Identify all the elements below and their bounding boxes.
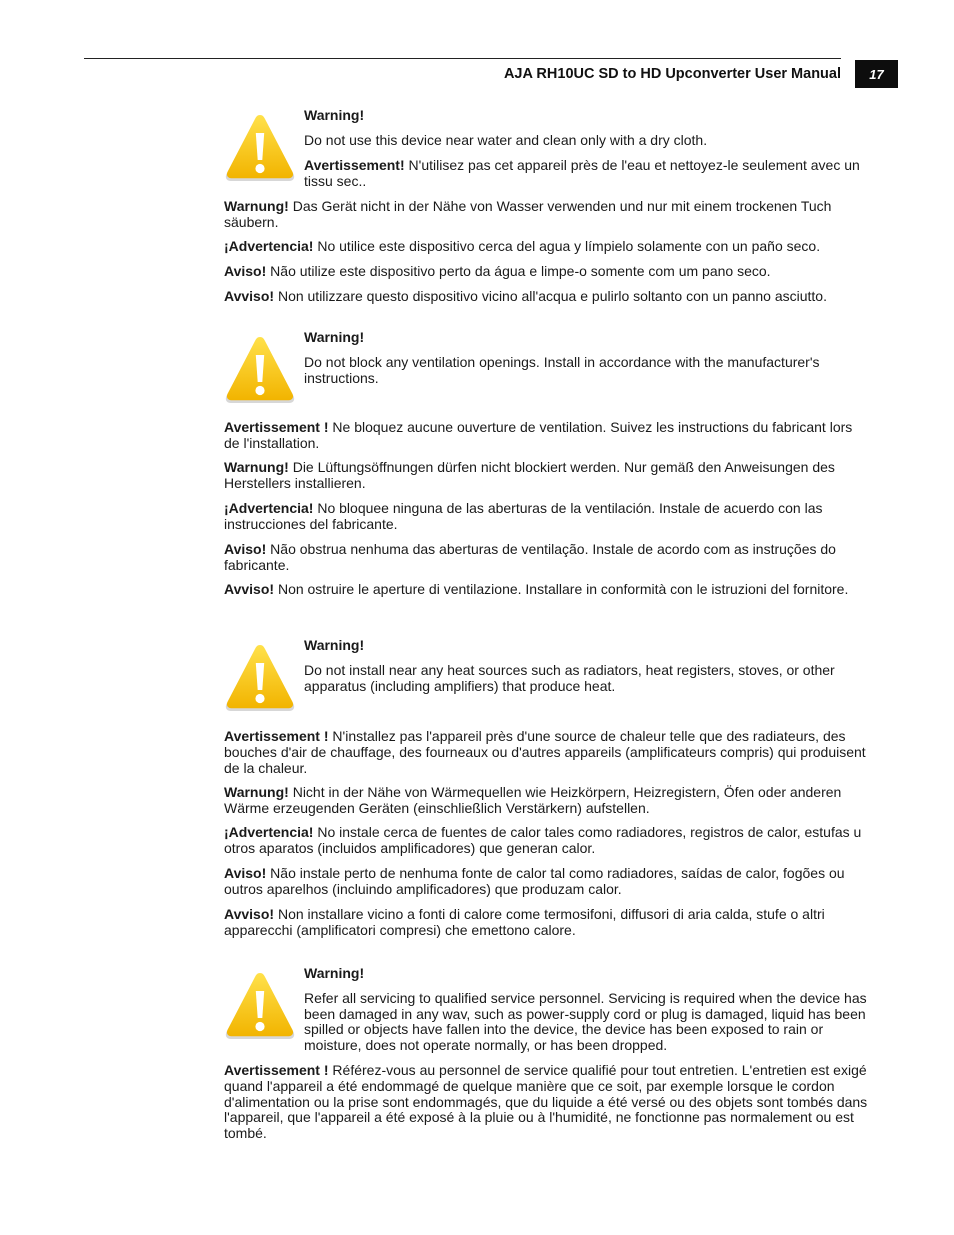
translation-de xyxy=(224,460,870,492)
translation-label: Avviso! xyxy=(224,906,275,922)
translation-it xyxy=(224,582,870,598)
translation-label: ¡Advertencia! xyxy=(224,824,314,840)
warning-block-4 xyxy=(304,966,870,1054)
translation-pt xyxy=(224,866,870,898)
translation-text: Das Gerät nicht in der Nähe von Wasser verwenden und nur mit einem trockenen Tuch säubern. xyxy=(224,198,832,230)
translation-es xyxy=(224,825,870,857)
warning-triangle-icon xyxy=(224,971,296,1043)
page-number: 17 xyxy=(855,60,898,88)
translation-it xyxy=(224,289,870,305)
translation-de xyxy=(224,199,870,231)
translation-text: Não obstrua nenhuma das aberturas de ventilação. Instale de acordo com as instruções do fabricante. xyxy=(224,541,836,573)
warning-text: Do not block any ventilation openings. Install in accordance with the manufacturer's instructions. xyxy=(304,353,820,386)
translation-label: Aviso! xyxy=(224,263,267,279)
translation-text: Não instale perto de nenhuma fonte de calor tal como radiadores, saídas de calor, fogões ou outros aparelhos (incluindo amplificadores) que produzam calor. xyxy=(224,865,845,897)
translation-label: Warnung! xyxy=(224,198,289,214)
translation-text: No bloquee ninguna de las aberturas de la ventilación. Instale de acuerdo con las instrucciones del fabricante. xyxy=(224,500,823,532)
translation-label: ¡Advertencia! xyxy=(224,238,314,254)
translation-text: Não utilize este dispositivo perto da água e limpe-o somente com um pano seco. xyxy=(266,263,771,279)
translation-label: ¡Advertencia! xyxy=(224,500,314,516)
translation-it xyxy=(224,907,870,939)
translation-pt xyxy=(224,542,870,574)
translation-text: N'installez pas l'appareil près d'une source de chaleur telle que des radiateurs, des bouches d'air de chauffage, des fourneaux ou d'autres appareils (amplificateurs compris) qui produisent de la chaleur. xyxy=(224,728,866,776)
translation-label: Warnung! xyxy=(224,459,289,475)
warning-text: Refer all servicing to qualified service personnel. Servicing is required when the device has been damaged in any wav, such as power-supply cord or plug is damaged, liquid has been spilled or objects have fallen into the device, the device has been exposed to rain or moisture, does not operate normally, or has been dropped. xyxy=(304,989,867,1054)
warning-block-1 xyxy=(304,108,870,149)
manual-title: AJA RH10UC SD to HD Upconverter User Manual xyxy=(503,66,841,82)
warning-text: Do not use this device near water and clean only with a dry cloth. xyxy=(304,131,708,148)
translation-text: N'utilisez pas cet appareil près de l'eau et nettoyez-le seulement avec un tissu sec.. xyxy=(304,157,860,189)
translation-text: No instale cerca de fuentes de calor tales como radiadores, registros de calor, estufas u otros aparatos (incluidos amplificadores) que generan calor. xyxy=(224,824,862,856)
translation-text: Référez-vous au personnel de service qualifié pour tout entretien. L'entretien est exigé quand l'appareil a été endommagé de quelque manière que ce soit, par exemple lorsque le cordon d'alimentation ou la prise sont endommagés, que du liquide a été versé ou des objets sont tombés dans l'appareil, que l'appareil a été exposé à la pluie ou à l'humidité, ne fonctionne pas normalement ou est tombé. xyxy=(224,1062,868,1142)
translation-label: Warnung! xyxy=(224,784,289,800)
translation-text: Ne bloquez aucune ouverture de ventilation. Suivez les instructions du fabricant lors de l'installation. xyxy=(224,419,853,451)
warning-heading: Warning! xyxy=(304,965,365,981)
translation-label: Avertissement ! xyxy=(224,1062,329,1078)
warning-triangle-icon xyxy=(224,643,296,715)
translation-text: Non utilizzare questo dispositivo vicino all'acqua e pulirlo soltanto con un panno asciutto. xyxy=(274,288,827,304)
warning-text: Do not install near any heat sources such as radiators, heat registers, stoves, or other apparatus (including amplifiers) that produce heat. xyxy=(304,661,835,694)
translation-text: Non ostruire le aperture di ventilazione. Installare in conformità con le istruzioni del fornitore. xyxy=(274,581,849,597)
translation-pt xyxy=(224,264,870,280)
translation-label: Avertissement ! xyxy=(224,728,329,744)
translation-label: Avertissement ! xyxy=(224,419,329,435)
translation-de xyxy=(224,785,870,817)
warning-heading: Warning! xyxy=(304,329,365,345)
translation-es xyxy=(224,239,870,255)
translation-label: Aviso! xyxy=(224,541,267,557)
warning-block-2 xyxy=(304,330,870,386)
translation-label: Avertissement! xyxy=(304,157,405,173)
translation-text: Nicht in der Nähe von Wärmequellen wie Heizkörpern, Heizregistern, Öfen oder anderen Wärme erzeugenden Geräten (einschließlich Verstärkern) aufstellen. xyxy=(224,784,842,816)
warning-triangle-icon xyxy=(224,335,296,407)
translation-text: Die Lüftungsöffnungen dürfen nicht blockiert werden. Nur gemäß den Anweisungen des Herstellers installieren. xyxy=(224,459,835,491)
translation-es xyxy=(224,501,870,533)
warning-heading: Warning! xyxy=(304,637,365,653)
translation-fr xyxy=(304,158,870,190)
warning-block-3 xyxy=(304,638,870,694)
header-rule xyxy=(84,58,841,59)
translation-fr xyxy=(224,420,870,452)
translation-fr xyxy=(224,1063,870,1142)
translation-text: No utilice este dispositivo cerca del agua y límpielo solamente con un paño seco. xyxy=(313,238,821,254)
translation-label: Avviso! xyxy=(224,288,275,304)
translation-label: Aviso! xyxy=(224,865,267,881)
translation-text: Non installare vicino a fonti di calore come termosifoni, diffusori di aria calda, stufe o altri apparecchi (amplificatori compresi) che emettono calore. xyxy=(224,906,825,938)
translation-fr xyxy=(224,729,870,776)
warning-heading: Warning! xyxy=(304,107,365,123)
translation-label: Avviso! xyxy=(224,581,275,597)
warning-triangle-icon xyxy=(224,113,296,185)
